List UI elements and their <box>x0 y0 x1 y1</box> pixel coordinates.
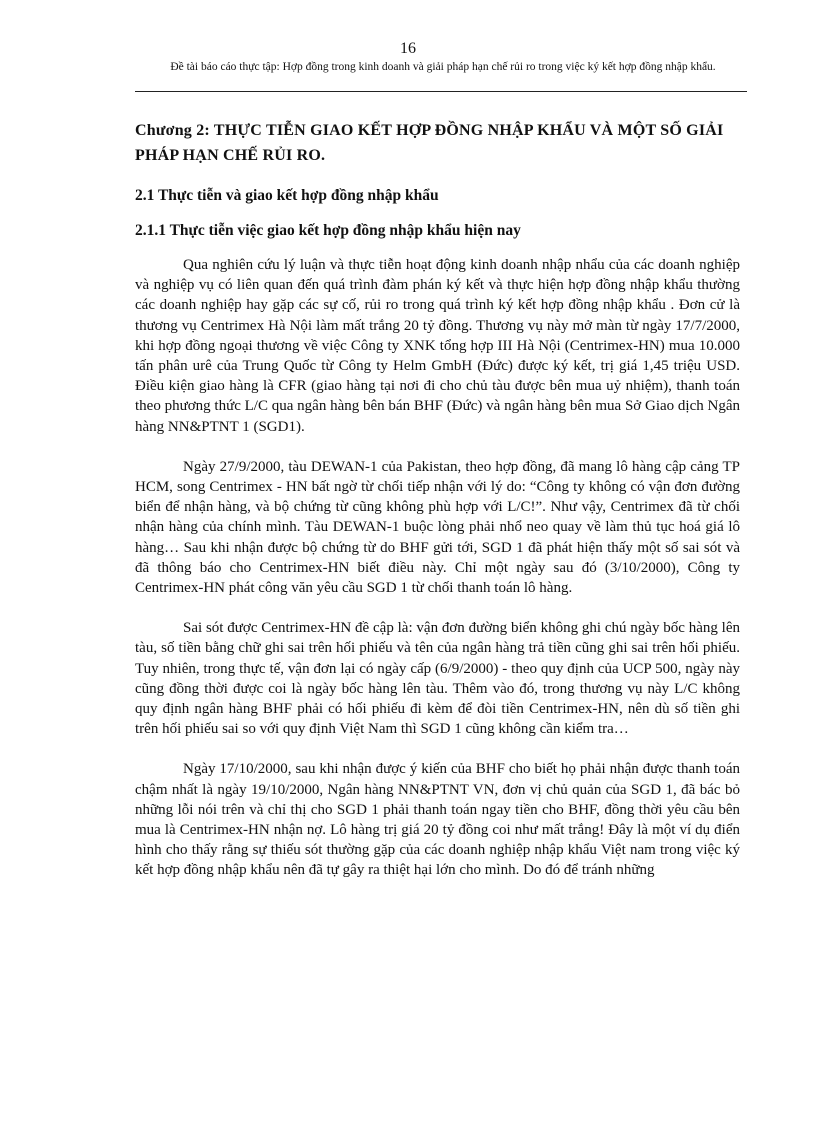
paragraph-2: Ngày 27/9/2000, tàu DEWAN-1 của Pakistan, theo hợp đồng, đã mang lô hàng cập cảng TP HCM, song Centrimex - HN bất ngờ từ chối tiếp nhận với lý do: “Công ty không có vận đơn đường biển để nhận hàng, và bộ chứng từ cũng không phù hợp với L/C!”. Như vậy, Centrimex đã từ chối nhận hàng của chính mình. Tàu DEWAN-1 buộc lòng phải nhổ neo quay về làm thủ tục hoá giá lô hàng… Sau khi nhận được bộ chứng từ do BHF gửi tới, SGD 1 đã phát hiện thấy một số sai sót và đã thông báo cho Centrimex-HN biết điều này. Chỉ một ngày sau đó (3/10/2000), Công ty Centrimex-HN phát công văn yêu cầu SGD 1 từ chối thanh toán lô hàng. <box>135 458 740 597</box>
paragraph-1: Qua nghiên cứu lý luận và thực tiễn hoạt động kinh doanh nhập nhẩu của các doanh nghiệp và nghiệp vụ có liên quan đến quá trình đàm phán ký kết và thực hiện hợp đồng nhập khẩu thường các doanh nghiệp hay gặp các sự cố, rủi ro trong quá trình ký kết hợp đồng nhập khẩu . Đơn cử là thương vụ Centrimex Hà Nội làm mất trắng 20 tỷ đồng. Thương vụ này mở màn từ ngày 17/7/2000, khi hợp đồng ngoại thương về việc Công ty XNK tổng hợp III Hà Nội (Centrimex-HN) mua 10.000 tấn phân urê của Trung Quốc từ Công ty Helm GmbH (Đức) được ký kết, trị giá 1,45 triệu USD. Điều kiện giao hàng là CFR (giao hàng tại nơi đi cho chủ tàu được bên mua uỷ nhiệm), thanh toán theo phương thức L/C qua ngân hàng bên bán BHF (Đức) và ngân hàng bên mua Sở Giao dịch Ngân hàng NN&PTNT 1 (SGD1). <box>135 257 740 435</box>
running-header: Đề tài báo cáo thực tập: Hợp đồng trong kinh doanh và giải pháp hạn chế rủi ro trong việc ký kết hợp đồng nhập khẩu. <box>170 61 716 73</box>
header-rule <box>135 91 747 92</box>
subsection-title: 2.1.1 Thực tiễn việc giao kết hợp đồng nhập khẩu hiện nay <box>135 222 521 239</box>
section-title: 2.1 Thực tiễn và giao kết hợp đồng nhập khẩu <box>135 187 439 204</box>
paragraph-3: Sai sót được Centrimex-HN đề cập là: vận đơn đường biển không ghi chú ngày bốc hàng lên tàu, số tiền bằng chữ ghi sai trên hối phiếu và tên của ngân hàng trả tiền cũng ghi sai trên hối phiếu. Tuy nhiên, trong thực tế, vận đơn lại có ngày cấp (6/9/2000) - theo quy định của UCP 500, ngày này cũng đồng thời được coi là ngày bốc hàng lên tàu. Thêm vào đó, trong thương vụ này L/C không quy định ngân hàng BHF phải có hối phiếu đi kèm để đòi tiền Centrimex-HN, nên dù số tiền ghi trên hối phiếu sai so với quy định Việt Nam thì SGD 1 cũng không cần kiểm tra… <box>135 620 740 738</box>
chapter-title: Chương 2: THỰC TIỄN GIAO KẾT HỢP ĐỒNG NHẬP KHẨU VÀ MỘT SỐ GIẢI PHÁP HẠN CHẾ RỦI RO. <box>135 122 724 164</box>
paragraph-4: Ngày 17/10/2000, sau khi nhận được ý kiến của BHF cho biết họ phải nhận được thanh toán chậm nhất là ngày 19/10/2000, Ngân hàng NN&PTNT VN, đơn vị chủ quản của SGD 1, đã bác bỏ những lỗi nói trên và chỉ thị cho SGD 1 phải thanh toán ngay tiền cho BHF, đồng thời yêu cầu bên mua là Centrimex-HN nhận nợ. Lô hàng trị giá 20 tỷ đồng coi như mất trắng! Đây là một ví dụ điển hình cho thấy rằng sự thiếu sót thường gặp của các doanh nghiệp nhập khẩu Việt nam trong việc ký kết hợp đồng nhập khẩu nên đã tự gây ra thiệt hại lớn cho mình. Do đó để tránh những <box>135 761 740 879</box>
page-number: 16 <box>400 40 416 57</box>
page-content <box>135 118 740 901</box>
